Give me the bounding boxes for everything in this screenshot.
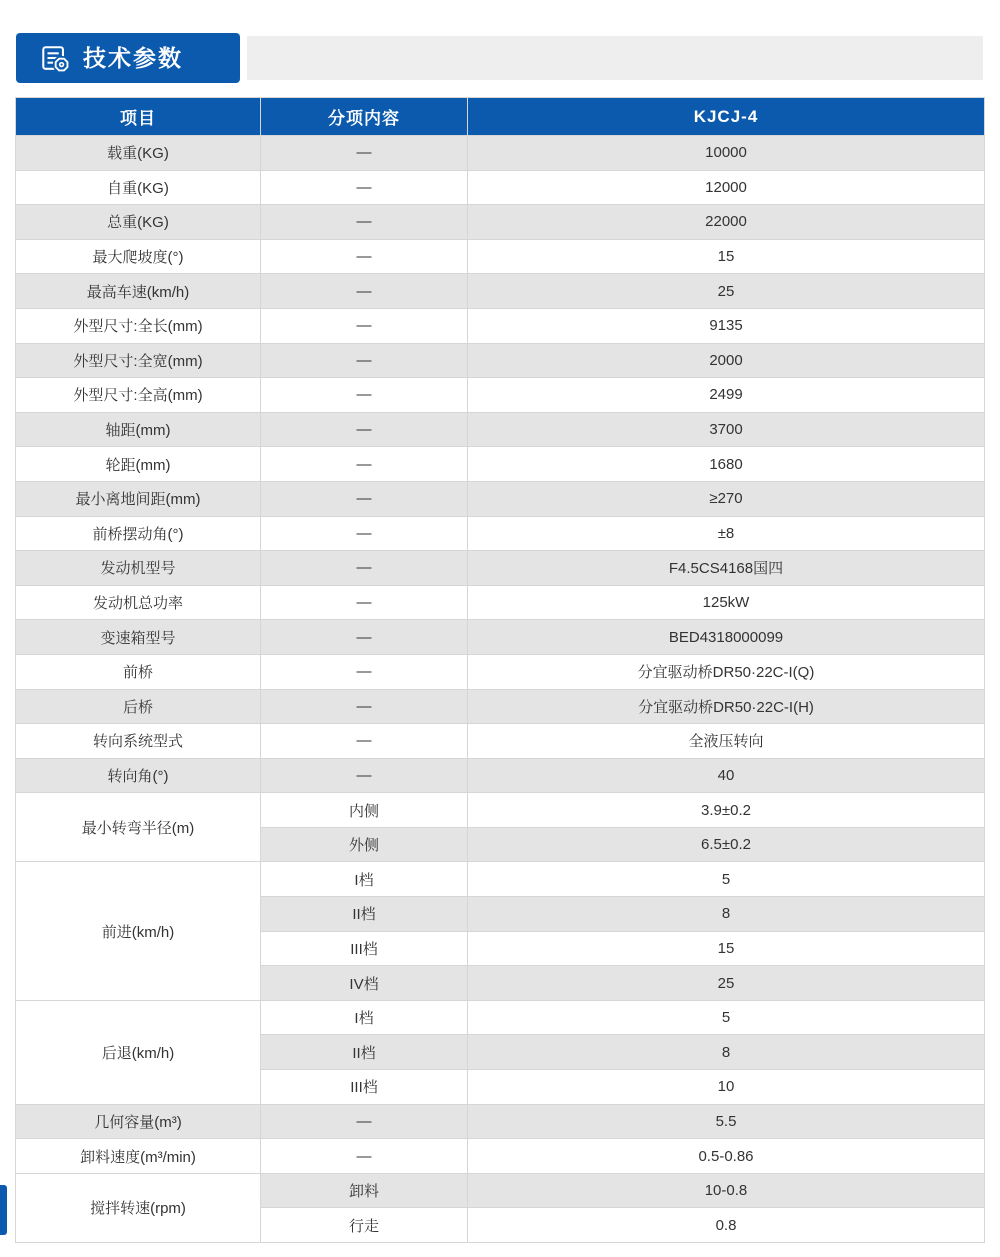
table-row bbox=[16, 481, 985, 516]
column-header-item: 项目 bbox=[16, 98, 261, 136]
header-background-strip bbox=[247, 36, 983, 80]
spec-sub-cell: — bbox=[261, 585, 468, 620]
spec-value-cell: 2000 bbox=[468, 343, 985, 378]
spec-item-cell: 变速箱型号 bbox=[16, 620, 261, 655]
spec-item-cell: 自重(KG) bbox=[16, 170, 261, 205]
spec-list-gear-icon bbox=[40, 43, 70, 73]
section-header-tab bbox=[16, 33, 240, 83]
spec-sub-cell: — bbox=[261, 205, 468, 240]
column-header-model: KJCJ-4 bbox=[468, 98, 985, 136]
spec-sub-cell: I档 bbox=[261, 1000, 468, 1035]
spec-sub-cell: II档 bbox=[261, 1035, 468, 1070]
spec-item-cell: 前进(km/h) bbox=[16, 862, 261, 1000]
spec-sub-cell: II档 bbox=[261, 897, 468, 932]
spec-value-cell: 全液压转向 bbox=[468, 724, 985, 759]
spec-sub-cell: — bbox=[261, 1139, 468, 1174]
spec-item-cell: 后退(km/h) bbox=[16, 1000, 261, 1104]
spec-sub-cell: 外侧 bbox=[261, 827, 468, 862]
table-row bbox=[16, 551, 985, 586]
spec-sub-cell: — bbox=[261, 620, 468, 655]
section-title: 技术参数 bbox=[83, 44, 183, 71]
spec-sub-cell: — bbox=[261, 447, 468, 482]
spec-item-cell: 最高车速(km/h) bbox=[16, 274, 261, 309]
partial-next-section-tab bbox=[0, 1185, 7, 1235]
table-row bbox=[16, 862, 985, 897]
table-row bbox=[16, 620, 985, 655]
spec-sub-cell: III档 bbox=[261, 1070, 468, 1105]
table-row bbox=[16, 274, 985, 309]
spec-value-cell: 6.5±0.2 bbox=[468, 827, 985, 862]
spec-sub-cell: — bbox=[261, 654, 468, 689]
spec-value-cell: 10 bbox=[468, 1070, 985, 1105]
spec-sub-cell: — bbox=[261, 412, 468, 447]
spec-value-cell: 5 bbox=[468, 862, 985, 897]
spec-value-cell: 8 bbox=[468, 1035, 985, 1070]
spec-sub-cell: III档 bbox=[261, 931, 468, 966]
spec-table-body bbox=[16, 136, 985, 1243]
spec-value-cell: 10-0.8 bbox=[468, 1173, 985, 1208]
table-row bbox=[16, 378, 985, 413]
spec-value-cell: 分宜驱动桥DR50·22C-I(H) bbox=[468, 689, 985, 724]
spec-item-cell: 轴距(mm) bbox=[16, 412, 261, 447]
table-row bbox=[16, 170, 985, 205]
table-row bbox=[16, 1104, 985, 1139]
spec-value-cell: 0.8 bbox=[468, 1208, 985, 1243]
spec-sub-cell: — bbox=[261, 343, 468, 378]
spec-sub-cell: — bbox=[261, 758, 468, 793]
spec-sub-cell: — bbox=[261, 481, 468, 516]
spec-item-cell: 外型尺寸:全宽(mm) bbox=[16, 343, 261, 378]
table-row bbox=[16, 516, 985, 551]
spec-value-cell: 15 bbox=[468, 931, 985, 966]
table-row bbox=[16, 1173, 985, 1208]
spec-item-cell: 最大爬坡度(°) bbox=[16, 239, 261, 274]
spec-item-cell: 载重(KG) bbox=[16, 136, 261, 171]
spec-sub-cell: — bbox=[261, 136, 468, 171]
table-row bbox=[16, 412, 985, 447]
spec-sub-cell: — bbox=[261, 516, 468, 551]
spec-sub-cell: — bbox=[261, 170, 468, 205]
table-row bbox=[16, 585, 985, 620]
spec-sub-cell: 内侧 bbox=[261, 793, 468, 828]
spec-item-cell: 后桥 bbox=[16, 689, 261, 724]
spec-value-cell: 5 bbox=[468, 1000, 985, 1035]
spec-item-cell: 转向系统型式 bbox=[16, 724, 261, 759]
table-row bbox=[16, 654, 985, 689]
spec-value-cell: ±8 bbox=[468, 516, 985, 551]
spec-value-cell: 2499 bbox=[468, 378, 985, 413]
spec-value-cell: 125kW bbox=[468, 585, 985, 620]
spec-value-cell: F4.5CS4168国四 bbox=[468, 551, 985, 586]
spec-sub-cell: 行走 bbox=[261, 1208, 468, 1243]
spec-value-cell: 3700 bbox=[468, 412, 985, 447]
spec-item-cell: 几何容量(m³) bbox=[16, 1104, 261, 1139]
spec-value-cell: 10000 bbox=[468, 136, 985, 171]
spec-value-cell: 1680 bbox=[468, 447, 985, 482]
spec-value-cell: 0.5-0.86 bbox=[468, 1139, 985, 1174]
spec-sub-cell: — bbox=[261, 308, 468, 343]
spec-value-cell: 25 bbox=[468, 274, 985, 309]
spec-sub-cell: — bbox=[261, 378, 468, 413]
table-row bbox=[16, 758, 985, 793]
spec-item-cell: 最小转弯半径(m) bbox=[16, 793, 261, 862]
spec-item-cell: 转向角(°) bbox=[16, 758, 261, 793]
spec-value-cell: 8 bbox=[468, 897, 985, 932]
spec-value-cell: 22000 bbox=[468, 205, 985, 240]
table-row bbox=[16, 724, 985, 759]
spec-value-cell: 9135 bbox=[468, 308, 985, 343]
spec-value-cell: 25 bbox=[468, 966, 985, 1001]
table-row bbox=[16, 447, 985, 482]
spec-item-cell: 前桥摆动角(°) bbox=[16, 516, 261, 551]
table-row bbox=[16, 136, 985, 171]
spec-sub-cell: I档 bbox=[261, 862, 468, 897]
spec-item-cell: 最小离地间距(mm) bbox=[16, 481, 261, 516]
spec-sub-cell: — bbox=[261, 551, 468, 586]
table-row bbox=[16, 239, 985, 274]
spec-item-cell: 外型尺寸:全长(mm) bbox=[16, 308, 261, 343]
table-row bbox=[16, 205, 985, 240]
spec-value-cell: ≥270 bbox=[468, 481, 985, 516]
spec-value-cell: BED4318000099 bbox=[468, 620, 985, 655]
spec-value-cell: 15 bbox=[468, 239, 985, 274]
column-header-subitem: 分项内容 bbox=[261, 98, 468, 136]
spec-sub-cell: — bbox=[261, 724, 468, 759]
spec-item-cell: 发动机总功率 bbox=[16, 585, 261, 620]
spec-item-cell: 搅拌转速(rpm) bbox=[16, 1173, 261, 1242]
spec-value-cell: 3.9±0.2 bbox=[468, 793, 985, 828]
spec-value-cell: 分宜驱动桥DR50·22C-I(Q) bbox=[468, 654, 985, 689]
spec-value-cell: 12000 bbox=[468, 170, 985, 205]
spec-sub-cell: — bbox=[261, 689, 468, 724]
spec-sub-cell: 卸料 bbox=[261, 1173, 468, 1208]
spec-sub-cell: — bbox=[261, 239, 468, 274]
spec-sub-cell: IV档 bbox=[261, 966, 468, 1001]
table-row bbox=[16, 689, 985, 724]
table-row bbox=[16, 1139, 985, 1174]
spec-item-cell: 外型尺寸:全高(mm) bbox=[16, 378, 261, 413]
spec-table bbox=[15, 97, 985, 1243]
spec-sub-cell: — bbox=[261, 1104, 468, 1139]
table-row bbox=[16, 793, 985, 828]
spec-item-cell: 发动机型号 bbox=[16, 551, 261, 586]
table-header-row bbox=[16, 98, 985, 136]
spec-value-cell: 5.5 bbox=[468, 1104, 985, 1139]
table-row bbox=[16, 308, 985, 343]
table-row bbox=[16, 343, 985, 378]
table-row bbox=[16, 1000, 985, 1035]
spec-value-cell: 40 bbox=[468, 758, 985, 793]
spec-item-cell: 卸料速度(m³/min) bbox=[16, 1139, 261, 1174]
spec-item-cell: 总重(KG) bbox=[16, 205, 261, 240]
spec-sub-cell: — bbox=[261, 274, 468, 309]
spec-item-cell: 前桥 bbox=[16, 654, 261, 689]
spec-item-cell: 轮距(mm) bbox=[16, 447, 261, 482]
